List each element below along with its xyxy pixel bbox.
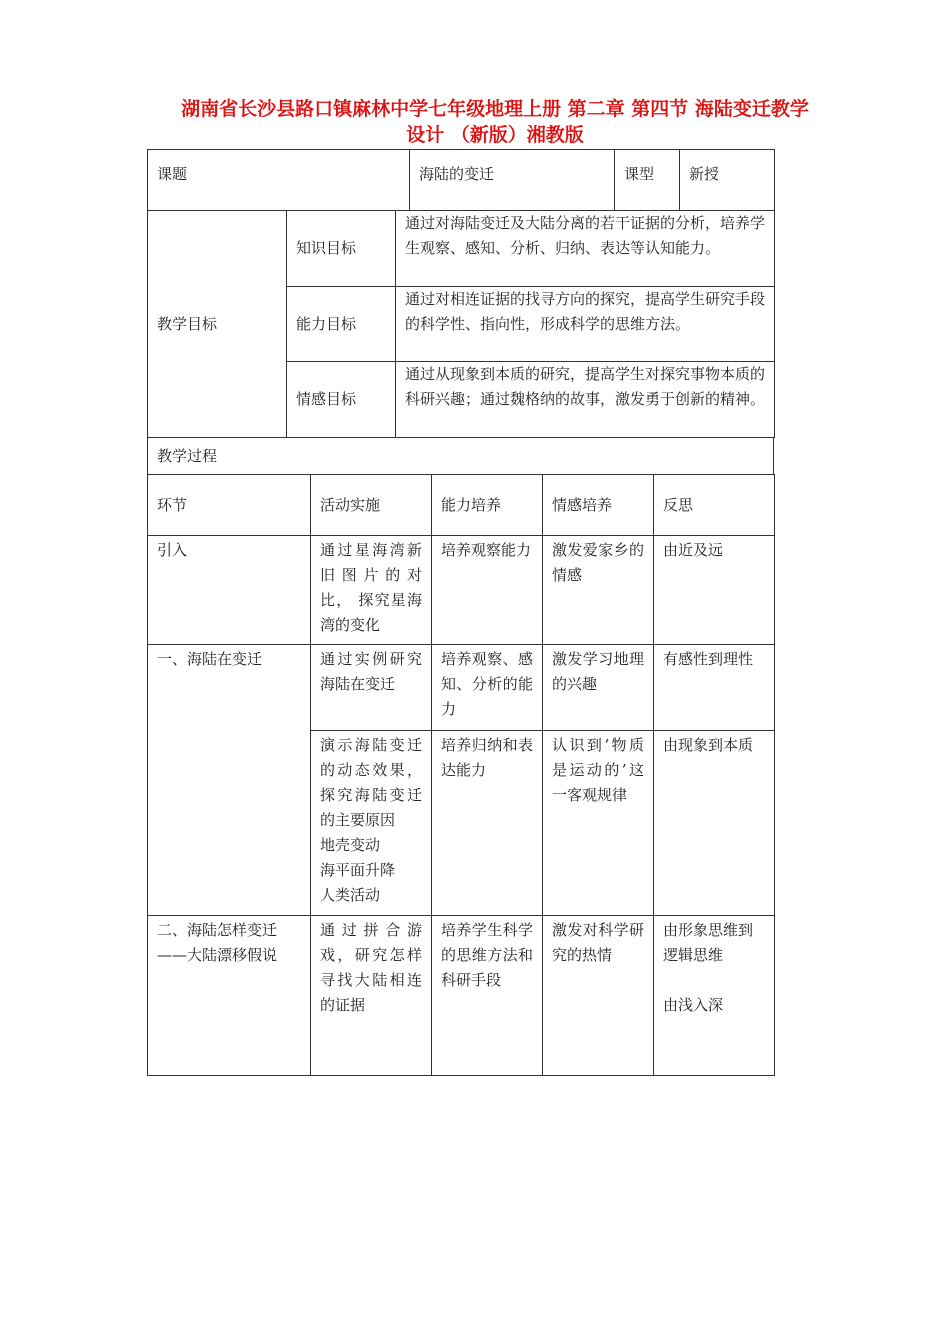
emotion-cell <box>543 645 654 731</box>
emotion-text: 激发学习地理的兴趣 <box>552 650 644 693</box>
ability-cell <box>432 536 543 645</box>
header-cell <box>432 475 543 536</box>
process-label-cell <box>148 438 774 475</box>
activity-line: 地壳变动 <box>320 836 381 854</box>
goal-name-cell <box>287 287 396 362</box>
title-line-1: 湖南省长沙县路口镇麻林中学七年级地理上册 第二章 第四节 海陆变迁教学 <box>181 98 809 120</box>
ability-cell <box>432 645 543 731</box>
activity-cell <box>311 916 432 1076</box>
reflection-line: 由浅入深 <box>663 996 724 1014</box>
header-emotion: 情感培养 <box>552 495 613 514</box>
header-ability: 能力培养 <box>441 495 502 514</box>
activity-cell <box>311 645 432 731</box>
goals-label: 教学目标 <box>157 314 218 333</box>
emotion-cell <box>543 731 654 916</box>
header-activity: 活动实施 <box>320 495 381 514</box>
goal-name-knowledge: 知识目标 <box>296 239 357 257</box>
ability-text: 培养观察能力 <box>441 541 532 559</box>
title-line-2: 设计 （新版）湘教版 <box>406 124 584 146</box>
reflection-line: 由近及远 <box>663 541 724 559</box>
ability-text: 培养归纳和表达能力 <box>441 736 533 779</box>
goal-name-cell <box>287 362 396 438</box>
type-label-cell <box>615 150 680 211</box>
goals-table <box>147 210 775 438</box>
ability-cell <box>432 916 543 1076</box>
topic-label-cell <box>148 150 410 211</box>
goal-name-emotion: 情感目标 <box>296 390 357 408</box>
table-row <box>148 916 775 1076</box>
emotion-text: 认识到‘物质是运动的’这一客观规律 <box>552 736 644 804</box>
header-stage: 环节 <box>157 495 188 514</box>
stage-text: 二、海陆怎样变迁——大陆漂移假说 <box>157 921 278 964</box>
ability-text: 培养学生科学的思维方法和科研手段 <box>441 921 533 989</box>
process-label-table <box>147 437 774 475</box>
topic-value-cell <box>410 150 615 211</box>
activity-cell <box>311 536 432 645</box>
process-header-row <box>148 475 775 536</box>
reflection-line: 由形象思维到逻辑思维 <box>663 921 754 964</box>
activity-cell <box>311 731 432 916</box>
document-title <box>100 96 890 148</box>
topic-label: 课题 <box>157 165 188 183</box>
activity-line: 海平面升降 <box>320 861 396 879</box>
table-row <box>148 645 775 731</box>
type-label: 课型 <box>624 165 655 183</box>
goal-text-emotion: 通过从现象到本质的研究，提高学生对探究事物本质的科研兴趣；通过魏格纳的故事，激发勇于创新的精神。 <box>405 365 766 408</box>
goal-text-knowledge: 通过对海陆变迁及大陆分离的若干证据的分析，培养学生观察、感知、分析、归纳、表达等认知能力。 <box>405 214 766 257</box>
goal-text-cell <box>396 362 775 438</box>
stage-text: 一、海陆在变迁 <box>157 650 263 668</box>
stage-cell <box>148 645 311 916</box>
header-reflection: 反思 <box>663 495 694 514</box>
emotion-text: 激发爱家乡的情感 <box>552 541 644 584</box>
header-cell <box>543 475 654 536</box>
activity-line: 通过星海湾新旧图片的对比， 探究星海湾的变化 <box>320 541 422 634</box>
goal-text-ability: 通过对相连证据的找寻方向的探究，提高学生研究手段的科学性、指向性，形成科学的思维方法。 <box>405 290 766 333</box>
activity-line: 人类活动 <box>320 886 381 904</box>
activity-line: 通过实例研究海陆在变迁 <box>320 650 422 693</box>
topic-value: 海陆的变迁 <box>419 165 495 183</box>
goals-label-cell <box>148 211 287 438</box>
type-value: 新授 <box>689 165 720 183</box>
emotion-text: 激发对科学研究的热情 <box>552 921 644 964</box>
emotion-cell <box>543 916 654 1076</box>
stage-cell <box>148 536 311 645</box>
ability-cell <box>432 731 543 916</box>
activity-line: 通过拼合游戏，研究怎样寻找大陆相连的证据 <box>320 921 422 1014</box>
table-row <box>148 536 775 645</box>
ability-text: 培养观察、感知、分析的能力 <box>441 650 533 718</box>
reflection-cell <box>654 731 775 916</box>
stage-cell <box>148 916 311 1076</box>
goal-text-cell <box>396 287 775 362</box>
reflection-line: 有感性到理性 <box>663 650 754 668</box>
type-value-cell <box>680 150 775 211</box>
topic-table <box>147 149 775 211</box>
activity-line: 演示海陆变迁的动态效果，探究海陆变迁的主要原因 <box>320 736 422 829</box>
process-table <box>147 474 775 1076</box>
process-label: 教学过程 <box>157 446 218 465</box>
stage-text: 引入 <box>157 541 188 559</box>
reflection-cell <box>654 645 775 731</box>
emotion-cell <box>543 536 654 645</box>
header-cell <box>311 475 432 536</box>
reflection-line: 由现象到本质 <box>663 736 754 754</box>
reflection-cell <box>654 536 775 645</box>
goal-text-cell <box>396 211 775 287</box>
header-cell <box>654 475 775 536</box>
goal-name-ability: 能力目标 <box>296 314 357 333</box>
header-cell <box>148 475 311 536</box>
reflection-cell <box>654 916 775 1076</box>
goal-name-cell <box>287 211 396 287</box>
